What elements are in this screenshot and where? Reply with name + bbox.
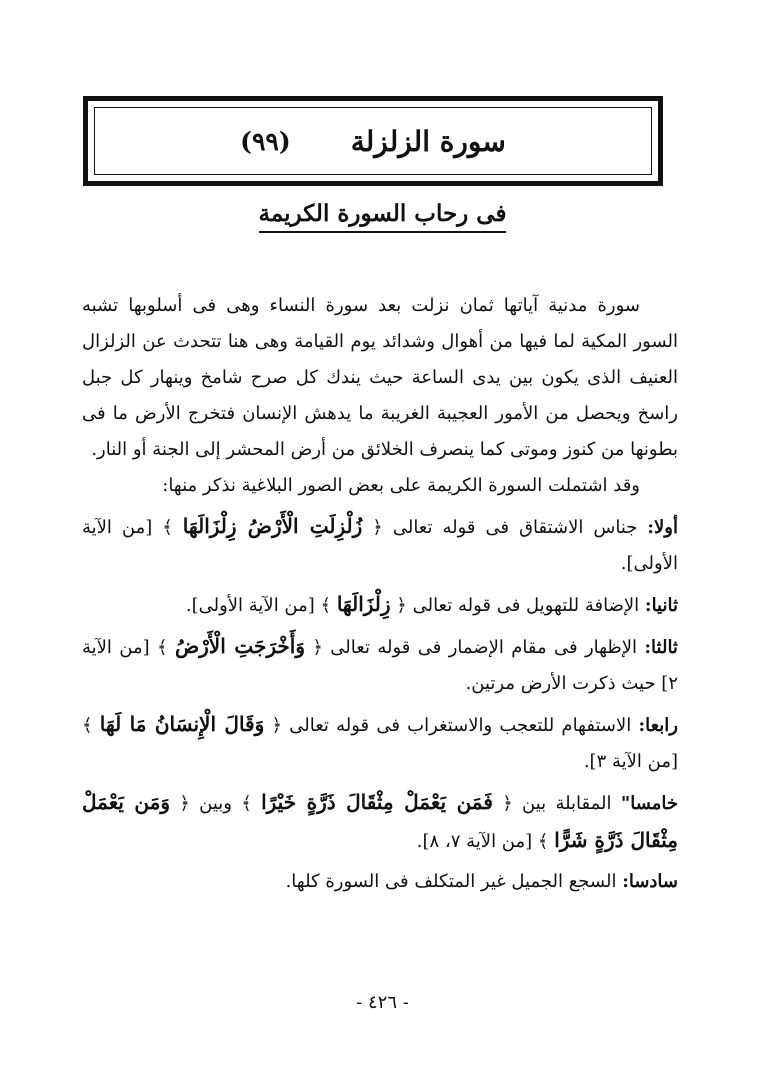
rhetoric-item <box>82 508 678 582</box>
verse-close-bracket: ﴾ <box>157 637 168 658</box>
verse-close-bracket: ﴾ <box>537 831 549 852</box>
verse-close-bracket: ﴾ <box>241 793 252 814</box>
quran-verse: وَقَالَ الْإِنسَانُ مَا لَهَا <box>99 712 265 736</box>
verse-reference: [من الآية ٣]. <box>583 751 678 772</box>
item-label: ثانيا: <box>644 595 678 616</box>
rhetoric-item <box>82 864 678 900</box>
intro-paragraph: سورة مدنية آياتها ثمان نزلت بعد سورة النساء وهى فى أسلوبها تشبه السور المكية لما فيها من أهوال وشدائد يوم القيامة وهى هنا تتحدث عن الزلزال العنيف الذى يكون بين يدى الساعة حيث يندك كل صرح شامخ وينهار كل جبل راسخ ويحصل من الأمور العجيبة الغريبة ما يدهش الإنسان فتخرج الأرض ما فى بطونها من كنوز وموتى كما ينصرف الخلائق من أرض المحشر إلى الجنة أو النار. <box>82 295 678 460</box>
surah-header <box>94 107 652 175</box>
item-text: الاستفهام للتعجب والاستغراب فى قوله تعالى <box>289 715 632 736</box>
item-text: الإضافة للتهويل فى قوله تعالى <box>412 595 640 616</box>
surah-name: سورة الزلزلة <box>350 124 506 158</box>
verse-open-bracket: ﴿ <box>271 715 283 736</box>
item-label: أولا: <box>647 517 678 538</box>
item-label: خامسا" <box>620 793 679 814</box>
verse-reference: [من الآية الأولى]. <box>82 517 678 574</box>
verse-reference: [من الآية ٢] حيث ذكرت الأرض مرتين. <box>82 637 678 694</box>
verse-close-bracket: ﴾ <box>162 517 173 538</box>
item-text: وبين <box>199 793 232 814</box>
section-title: فى رحاب السورة الكريمة <box>0 200 765 227</box>
item-label: ثالثا: <box>644 637 678 658</box>
rhetoric-item <box>82 706 678 780</box>
verse-open-bracket: ﴿ <box>312 637 323 658</box>
surah-number: (٩٩) <box>240 126 291 156</box>
rhetoric-item <box>82 784 678 860</box>
rhetoric-intro: وقد اشتملت السورة الكريمة على بعض الصور البلاغية نذكر منها: <box>162 475 640 496</box>
item-text: الإظهار فى مقام الإضمار فى قوله تعالى <box>330 637 638 658</box>
quran-verse: وَأَخْرَجَتِ الْأَرْضُ <box>174 634 305 658</box>
body-text <box>82 288 678 900</box>
rhetoric-item <box>82 586 678 624</box>
item-label: سادسا: <box>622 871 678 892</box>
verse-close-bracket: ﴾ <box>82 715 93 736</box>
item-label: رابعا: <box>638 715 678 736</box>
verse-open-bracket: ﴿ <box>502 793 513 814</box>
surah-header-frame <box>83 96 663 186</box>
page-number: - ٤٢٦ - <box>356 992 409 1013</box>
verse-reference: [من الآية ٧، ٨]. <box>416 831 533 852</box>
verse-open-bracket: ﴿ <box>179 793 190 814</box>
quran-verse: زُلْزِلَتِ الْأَرْضُ زِلْزَالَهَا <box>182 514 363 538</box>
rhetoric-item <box>82 628 678 702</box>
item-text: السجع الجميل غير المتكلف فى السورة كلها. <box>285 871 617 892</box>
quran-verse: وَمَن يَعْمَلْ مِثْقَالَ ذَرَّةٍ شَرًّا <box>82 790 678 852</box>
verse-open-bracket: ﴿ <box>372 517 383 538</box>
quran-verse: زِلْزَالَهَا <box>336 592 391 616</box>
item-text: المقابلة بين <box>522 793 612 814</box>
verse-close-bracket: ﴾ <box>320 595 332 616</box>
item-text: جناس الاشتقاق فى قوله تعالى <box>392 517 638 538</box>
quran-verse: فَمَن يَعْمَلْ مِثْقَالَ ذَرَّةٍ خَيْرًا <box>261 790 493 814</box>
verse-reference: [من الآية الأولى]. <box>185 595 315 616</box>
verse-open-bracket: ﴿ <box>396 595 407 616</box>
